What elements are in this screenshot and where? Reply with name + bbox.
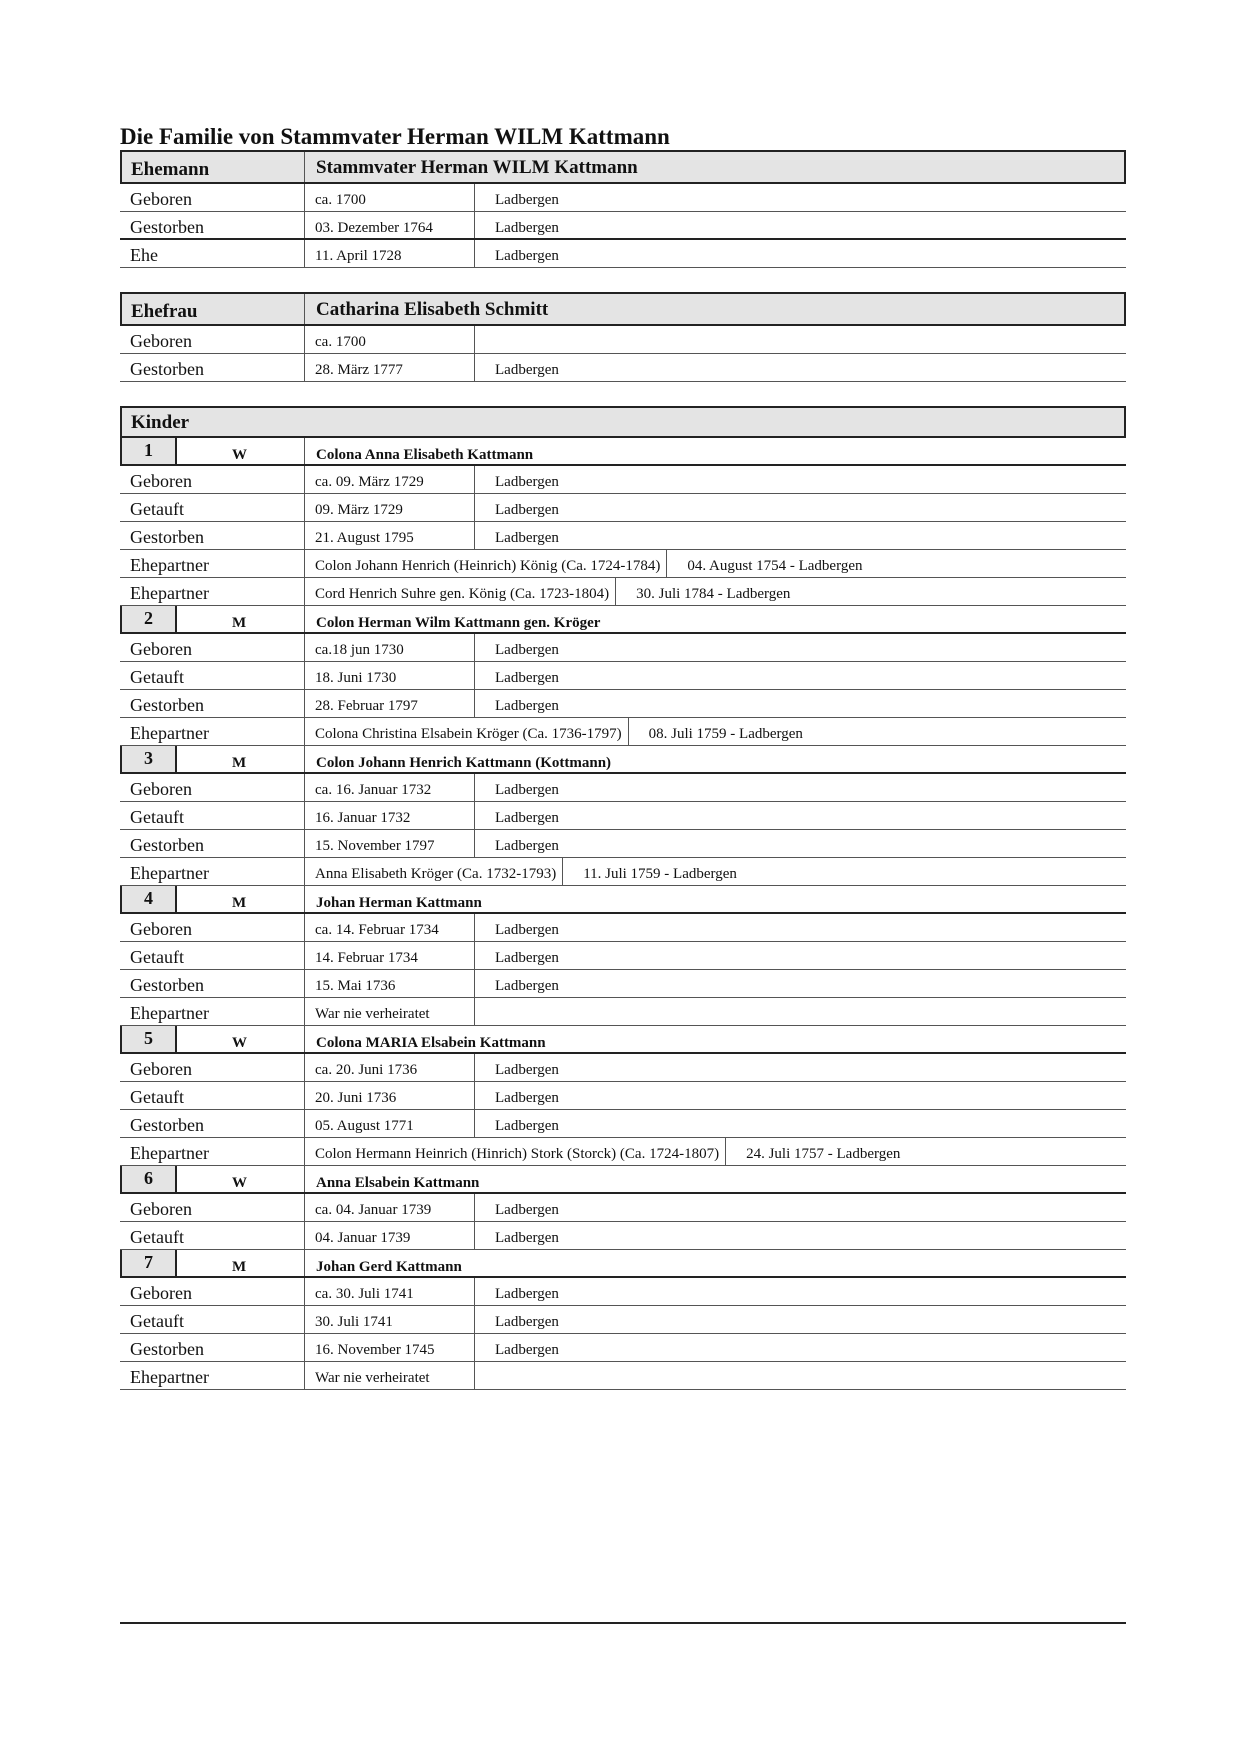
child-header [120,1250,1126,1278]
event-label: Getauft [120,1222,305,1249]
event-place: Ladbergen [495,530,559,546]
event-date: 16. November 1745 [305,1334,475,1361]
wife-name: Catharina Elisabeth Schmitt [316,299,549,320]
event-row [120,240,1126,268]
event-label: Geboren [120,1278,305,1305]
husband-name: Stammvater Herman WILM Kattmann [316,157,638,178]
husband-events [120,184,1126,268]
event-date: 18. Juni 1730 [305,662,475,689]
event-date: 11. April 1728 [305,240,475,267]
event-label: Gestorben [120,830,305,857]
child-header [120,606,1126,634]
event-place: Ladbergen [495,698,559,714]
spouse-row [120,578,1126,606]
event-row [120,1334,1126,1362]
event-row [120,326,1126,354]
event-row [120,1082,1126,1110]
event-row [120,522,1126,550]
child-number: 1 [120,438,177,464]
event-place: Ladbergen [495,1062,559,1078]
event-date: ca. 1700 [305,326,475,353]
event-row [120,662,1126,690]
event-row [120,942,1126,970]
event-place [475,326,1126,353]
spacer [120,382,1126,406]
spacer [120,268,1126,292]
event-label: Geboren [120,1054,305,1081]
event-label: Gestorben [120,212,305,238]
spouse-label: Ehepartner [120,718,305,745]
spouse-row [120,1138,1126,1166]
child-number: 2 [120,606,177,632]
event-label: Getauft [120,494,305,521]
event-label: Geboren [120,774,305,801]
event-date: 05. August 1771 [305,1110,475,1137]
footer-divider [120,1622,1126,1624]
event-place [475,1362,1126,1389]
event-place: Ladbergen [495,1230,559,1246]
event-label: Getauft [120,1306,305,1333]
event-place: Ladbergen [495,922,559,938]
event-label: Gestorben [120,690,305,717]
page-title: Die Familie von Stammvater Herman WILM Kattmann [120,124,670,149]
child-name: Colona Anna Elisabeth Kattmann [316,447,534,463]
event-row [120,998,1126,1026]
event-row [120,634,1126,662]
event-row [120,1054,1126,1082]
event-row [120,494,1126,522]
event-place: Ladbergen [495,220,559,236]
spouse-label: Ehepartner [120,550,305,577]
event-place: Ladbergen [495,810,559,826]
event-row [120,1362,1126,1390]
child-number: 3 [120,746,177,772]
child-sex: M [177,1250,305,1276]
husband-header [120,150,1126,184]
event-label: Ehepartner [120,998,305,1025]
event-date: ca. 14. Februar 1734 [305,914,475,941]
event-row [120,212,1126,240]
event-place [475,998,1126,1025]
child-sex: M [177,606,305,632]
event-date: 09. März 1729 [305,494,475,521]
event-label: Geboren [120,466,305,493]
event-place: Ladbergen [495,1342,559,1358]
event-date: 04. Januar 1739 [305,1222,475,1249]
marriage-info: 04. August 1754 - Ladbergen [687,558,863,574]
event-row [120,970,1126,998]
spouse-name: Cord Henrich Suhre gen. König (Ca. 1723-1804) [305,578,616,605]
child-sex: W [177,438,305,464]
event-date: ca. 20. Juni 1736 [305,1054,475,1081]
child-name: Johan Gerd Kattmann [316,1259,462,1275]
spouse-name: Colona Christina Elsabein Kröger (Ca. 1736-1797) [305,718,629,745]
child-sex: M [177,746,305,772]
child-header [120,1026,1126,1054]
event-label: Gestorben [120,970,305,997]
event-date: War nie verheiratet [305,1362,475,1389]
spouse-name: Colon Johann Henrich (Heinrich) König (Ca. 1724-1784) [305,550,667,577]
event-date: 15. November 1797 [305,830,475,857]
event-label: Gestorben [120,1110,305,1137]
event-row [120,1222,1126,1250]
event-date: 28. Februar 1797 [305,690,475,717]
event-label: Geboren [120,326,305,353]
event-row [120,1278,1126,1306]
event-label: Geboren [120,184,305,211]
child-header [120,438,1126,466]
spouse-row [120,718,1126,746]
child-number: 6 [120,1166,177,1192]
event-date: ca. 09. März 1729 [305,466,475,493]
child-sex: M [177,886,305,912]
event-date: ca. 16. Januar 1732 [305,774,475,801]
event-date: 30. Juli 1741 [305,1306,475,1333]
event-label: Getauft [120,942,305,969]
event-label: Gestorben [120,522,305,549]
spouse-label: Ehepartner [120,578,305,605]
children-header: Kinder [120,406,1126,438]
event-place: Ladbergen [495,838,559,854]
event-place: Ladbergen [495,1286,559,1302]
event-row [120,1306,1126,1334]
event-row [120,1110,1126,1138]
child-name: Colon Johann Henrich Kattmann (Kottmann) [316,755,612,771]
child-header [120,1166,1126,1194]
event-date: 21. August 1795 [305,522,475,549]
event-place: Ladbergen [495,1314,559,1330]
event-label: Gestorben [120,1334,305,1361]
event-date: ca. 04. Januar 1739 [305,1194,475,1221]
event-place: Ladbergen [495,1202,559,1218]
event-row [120,802,1126,830]
event-place: Ladbergen [495,474,559,490]
spouse-label: Ehepartner [120,858,305,885]
event-label: Gestorben [120,354,305,381]
event-date: 28. März 1777 [305,354,475,381]
event-label: Getauft [120,802,305,829]
event-label: Ehe [120,240,305,267]
child-sex: W [177,1166,305,1192]
event-row [120,914,1126,942]
family-sheet [120,124,1126,1390]
event-label: Geboren [120,914,305,941]
child-name: Colon Herman Wilm Kattmann gen. Kröger [316,615,601,631]
event-place: Ladbergen [495,1090,559,1106]
child-name: Colona MARIA Elsabein Kattmann [316,1035,546,1051]
event-place: Ladbergen [495,192,559,208]
event-date: ca.18 jun 1730 [305,634,475,661]
event-row [120,354,1126,382]
spouse-label: Ehepartner [120,1138,305,1165]
event-place: Ladbergen [495,248,559,264]
child-name: Anna Elsabein Kattmann [316,1175,480,1191]
marriage-info: 30. Juli 1784 - Ladbergen [636,586,791,602]
event-label: Getauft [120,1082,305,1109]
child-header [120,886,1126,914]
event-place: Ladbergen [495,670,559,686]
marriage-info: 11. Juli 1759 - Ladbergen [583,866,737,882]
event-place: Ladbergen [495,950,559,966]
marriage-info: 08. Juli 1759 - Ladbergen [648,726,803,742]
child-number: 4 [120,886,177,912]
spouse-row [120,550,1126,578]
event-date: ca. 30. Juli 1741 [305,1278,475,1305]
child-name: Johan Herman Kattmann [316,895,482,911]
event-date: 03. Dezember 1764 [305,212,475,238]
spouse-name: Colon Hermann Heinrich (Hinrich) Stork (Storck) (Ca. 1724-1807) [305,1138,726,1165]
husband-label: Ehemann [122,152,305,182]
wife-header [120,292,1126,326]
event-place: Ladbergen [495,782,559,798]
event-label: Ehepartner [120,1362,305,1389]
event-row [120,774,1126,802]
wife-label: Ehefrau [122,294,305,324]
event-date: 14. Februar 1734 [305,942,475,969]
marriage-info: 24. Juli 1757 - Ladbergen [746,1146,901,1162]
event-row [120,184,1126,212]
event-date: 16. Januar 1732 [305,802,475,829]
event-row [120,830,1126,858]
event-place: Ladbergen [495,362,559,378]
event-date: War nie verheiratet [305,998,475,1025]
child-number: 5 [120,1026,177,1052]
event-place: Ladbergen [495,502,559,518]
event-label: Getauft [120,662,305,689]
child-sex: W [177,1026,305,1052]
event-row [120,466,1126,494]
event-date: 15. Mai 1736 [305,970,475,997]
event-place: Ladbergen [495,978,559,994]
event-label: Geboren [120,1194,305,1221]
spouse-name: Anna Elisabeth Kröger (Ca. 1732-1793) [305,858,563,885]
event-date: ca. 1700 [305,184,475,211]
event-place: Ladbergen [495,1118,559,1134]
event-place: Ladbergen [495,642,559,658]
child-number: 7 [120,1250,177,1276]
event-label: Geboren [120,634,305,661]
children-list [120,438,1126,1390]
event-row [120,1194,1126,1222]
wife-events [120,326,1126,382]
spouse-row [120,858,1126,886]
event-row [120,690,1126,718]
child-header [120,746,1126,774]
event-date: 20. Juni 1736 [305,1082,475,1109]
